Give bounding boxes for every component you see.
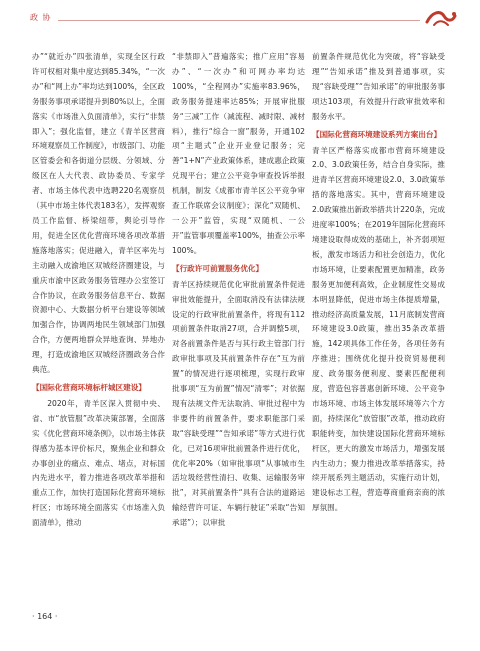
section-title: 【国际化营商环境建设系列方案出台】: [312, 129, 442, 139]
section-title: 【行政许可前置服务优化】: [172, 263, 264, 273]
text-column-middle: [172, 50, 305, 531]
page-header: [0, 0, 480, 46]
paragraph: “非禁即入”普遍落实；推广应用“容易办”、“一次办”和可网办率均达100%，“全程网办”实施率83.96%，政务服务提速率达85%；开展审批服务“三减”工作（减流程、减时限、减材料），推行“综合一窗”服务，开通102项“主题式”企业开业登记服务；完善“1+N”产业政策体系，建成惠企政策兑现平台；建立公平竞争审查投诉举报机制，制发《成都市青羊区公平竞争审查工作联席会议制度》；深化“双随机、一公开”监管，实现“双随机、一公开”监管事项覆盖率100%，抽查公示率100%。: [172, 52, 305, 255]
text-column-left: [32, 50, 165, 531]
section-title: 【国际化营商环境标杆城区建设】: [32, 382, 146, 392]
page-number: · 164 ·: [32, 612, 58, 621]
header-section-label: 政 协: [30, 13, 52, 22]
paragraph: 2020年，青羊区深入贯彻中央、省、市“放管服”改革决策部署，全面落实《优化营商环境条例》，以市场主体获得感为基本评价标尺，聚焦企业和群众办事创业的痛点、难点、堵点，对标国内先进水平，着力推进各项改革举措和重点工作，加快打造国际化营商环境标杆区；市场环境全面落实《市场准入负面清单》，推动: [32, 398, 165, 528]
header-divider: [58, 20, 420, 21]
paragraph: 青羊区持续规范优化审批前置条件促进审批效能提升，全面取消没有法律法规设定的行政审批前置条件，将现有112项前置条件取消27项，合并调整5项，对各前置条件是否与其行政主管部门行政审批事项及其前置条件存在“互为前置”的情况进行逐项梳理，实现行政审批事项“互为前置”情况“清零”；对依据现有法规文件无法取消、审批过程中为非要件的前置条件，要求职能部门采取“容缺受理”“告知承诺”等方式进行优化，已对16项审批前置条件进行优化，优化率20%（如审批事项“从事城市生活垃圾经营性清扫、收集、运输服务审批”，对其前置条件“具有合法的道路运输经营许可证、车辆行驶证”采取“告知承诺”）；以审批: [172, 279, 305, 528]
paragraph: 办”“就近办”四张清单，实现全区行政许可权相对集中度达到85.34%，“一次办”和“网上办”率均达到100%，全区政务服务事项承诺提升到80%以上，全面落实《市场准入负面清单》，实行“非禁即入”；强化监督，建立《青羊区营商环境观察员工作制度》，市级部门、功能区管委会和各街道分层级、分领域、分级区在人大代表、政协委员、专家学者、市场主体代表中选聘220名观察员（其中市场主体代表183名），发挥观察员工作监督、桥梁纽带，舆论引导作用，促进全区优化营商环境各项改革措施落地落实；促进融入，青羊区率先与主动融入成渝地区双城经济圈建设，与重庆市渝中区政务服务管理办公室签订合作协议，在政务服务信息平台、数据资源中心、大数据分析平台建设等领域加强合作，协调两地民生领域部门加强合作，方便两地群众异地查询、异地办理，打造成渝地区双城经济圈政务合作典范。: [32, 52, 165, 375]
paragraph: 青羊区严格落实成都市营商环境建设2.0、3.0政策任务，结合自身实际，推进青羊区营商环境建设2.0、3.0政策举措的落地落实。其中，营商环境建设2.0政策推出新政举措共计220条，完成进度率100%；在2019年国际化营商环境建设取得成效的基础上，补齐弱项短板，激发市场活力和社会创造力，优化市场环境，让要素配置更加精准，政务服务更加便利高效，企业制度性交易成本明显降低，促进市场主体提质增量，推动经济高质量发展，11月底制发营商环境建设3.0政策，推出35条改革措施，142项具体工作任务，各项任务有序推进；围绕优化提升投资贸易便利度、政务服务便利度、要素匹配便利度，营造包容普惠创新环境、公平竞争市场环境、市场主体发展环境等六个方面，持续深化“放管服”改革，推动政府职能转变，加快建设国际化营商环境标杆区，更大的激发市场活力，增强发展内生动力；聚力推进改革举措落实，持续开展系列主题活动，实施行动计划，建设标志工程，营造尊商重商亲商的浓厚氛围。: [312, 145, 445, 513]
text-column-right: [312, 50, 445, 516]
red-brush-logo-icon: [424, 8, 458, 30]
paragraph: 前置条件规范优化为突破，将“容缺受理”“告知承诺”推及到普通事项，实现“容缺受理”“告知承诺”的审批服务事项达103项，有效提升行政审批效率和服务水平。: [312, 52, 445, 121]
